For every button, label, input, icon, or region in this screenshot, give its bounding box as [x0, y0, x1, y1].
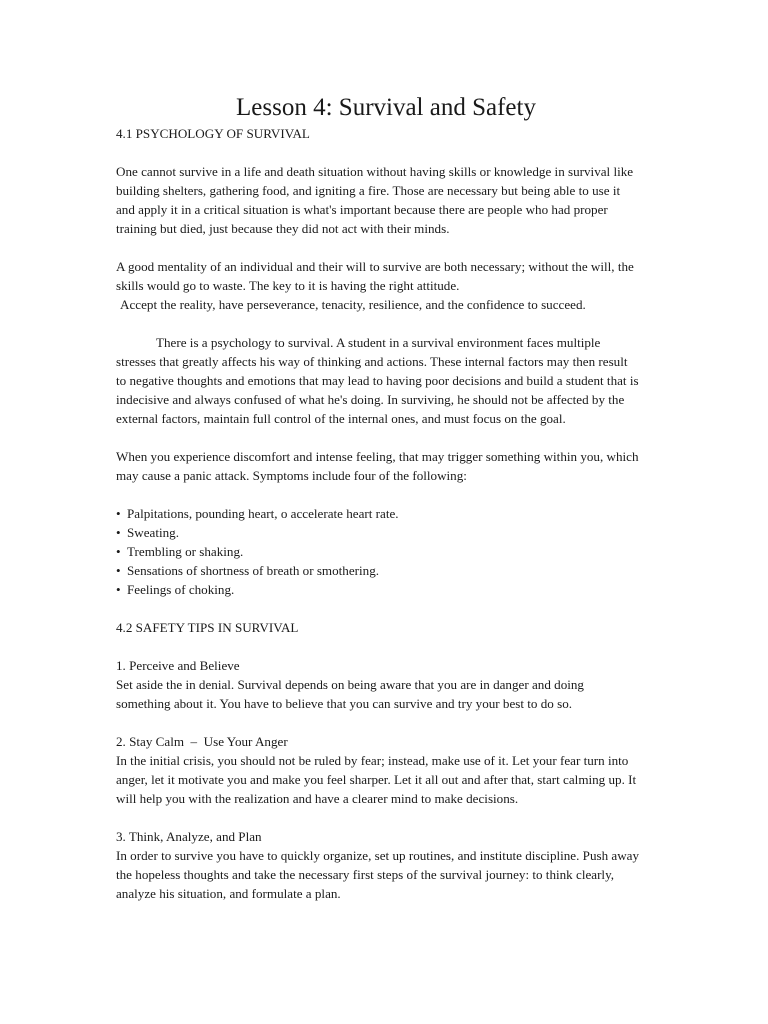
text-line: A good mentality of an individual and their will to survive are both necessary; without the will, the — [116, 259, 634, 274]
text-line: Accept the reality, have perseverance, tenacity, resilience, and the confidence to succeed. — [120, 297, 586, 312]
tip-title: 3. Think, Analyze, and Plan — [116, 829, 262, 844]
text-line: external factors, maintain full control of the internal ones, and must focus on the goal. — [116, 411, 566, 426]
text-line: the hopeless thoughts and take the necessary first steps of the survival journey: to think clearly, — [116, 867, 615, 882]
document-page — [116, 92, 656, 903]
paragraph-psychology — [116, 333, 656, 428]
text-line: indecisive and always confused of what he's doing. In surviving, he should not be affected by the — [116, 392, 625, 407]
text-line: training but died, just because they did not act with their minds. — [116, 221, 450, 236]
bullet-icon: • — [116, 563, 121, 578]
text-line: may cause a panic attack. Symptoms include four of the following: — [116, 468, 467, 483]
list-item: • Sweating. — [116, 525, 180, 540]
tip-perceive-believe — [116, 656, 656, 713]
section-heading-psychology: 4.1 PSYCHOLOGY OF SURVIVAL — [116, 126, 310, 141]
text-line: to negative thoughts and emotions that may lead to having poor decisions and build a student that is — [116, 373, 639, 388]
tip-title: 1. Perceive and Believe — [116, 658, 240, 673]
paragraph-mentality — [116, 257, 656, 314]
list-item: • Trembling or shaking. — [116, 544, 244, 559]
text-line: One cannot survive in a life and death situation without having skills or knowledge in survival like — [116, 164, 634, 179]
tip-title: 2. Stay Calm – Use Your Anger — [116, 734, 288, 749]
text-line: will help you with the realization and have a clearer mind to make decisions. — [116, 791, 519, 806]
tip-think-analyze-plan — [116, 827, 656, 903]
text-line: and apply it in a critical situation is what's important because there are people who had proper — [116, 202, 608, 217]
text-line: analyze his situation, and formulate a plan. — [116, 886, 341, 901]
list-item: • Palpitations, pounding heart, o accelerate heart rate. — [116, 506, 399, 521]
list-item: • Sensations of shortness of breath or smothering. — [116, 563, 380, 578]
text-line: When you experience discomfort and intense feeling, that may trigger something within you, which — [116, 449, 639, 464]
text-line: In the initial crisis, you should not be ruled by fear; instead, make use of it. Let your fear turn into — [116, 753, 629, 768]
text-line: Set aside the in denial. Survival depends on being aware that you are in danger and doing — [116, 677, 584, 692]
text-line: building shelters, gathering food, and igniting a fire. Those are necessary but being able to use it — [116, 183, 621, 198]
bullet-icon: • — [116, 506, 121, 521]
paragraph-panic — [116, 447, 656, 485]
tip-stay-calm — [116, 732, 656, 808]
text-line: stresses that greatly affects his way of thinking and actions. These internal factors may then result — [116, 354, 628, 369]
paragraph-survival-skills — [116, 162, 656, 238]
text-line: anger, let it motivate you and make you feel sharper. Let it all out and after that, start calming up. It — [116, 772, 637, 787]
section-heading-safety-tips: 4.2 SAFETY TIPS IN SURVIVAL — [116, 620, 299, 635]
text-line: skills would go to waste. The key to it is having the right attitude. — [116, 278, 460, 293]
bullet-icon: • — [116, 582, 121, 597]
text-line: In order to survive you have to quickly organize, set up routines, and institute discipline. Push away — [116, 848, 640, 863]
document-title: Lesson 4: Survival and Safety — [236, 94, 536, 121]
text-line: something about it. You have to believe that you can survive and try your best to do so. — [116, 696, 573, 711]
bullet-icon: • — [116, 544, 121, 559]
list-item: • Feelings of choking. — [116, 582, 235, 597]
text-line: There is a psychology to survival. A student in a survival environment faces multiple — [156, 335, 601, 350]
symptoms-list — [116, 504, 656, 599]
bullet-icon: • — [116, 525, 121, 540]
